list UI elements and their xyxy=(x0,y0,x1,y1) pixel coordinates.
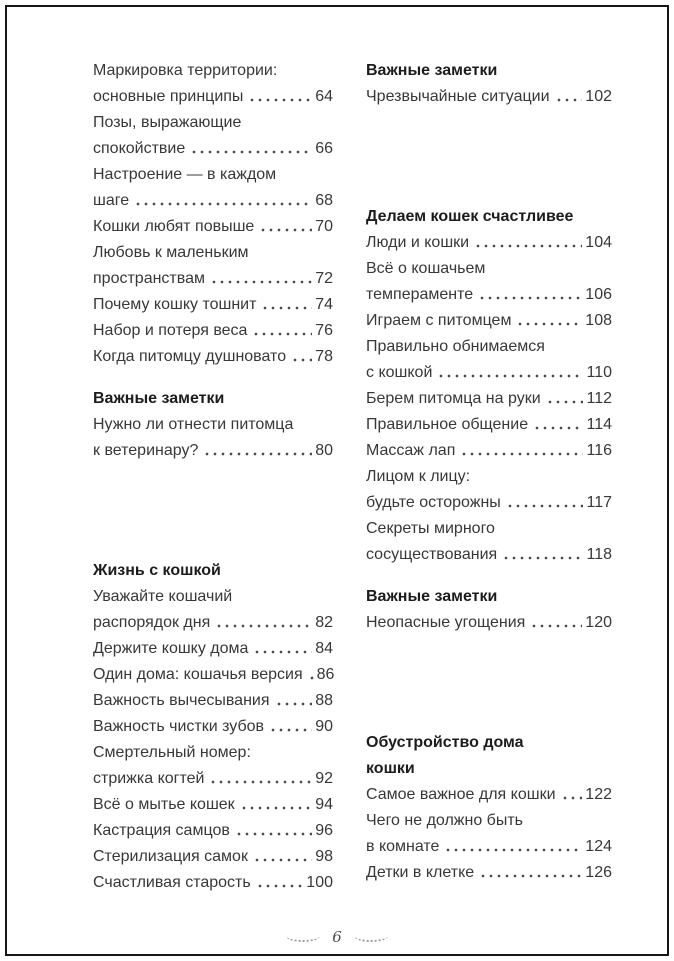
dot-leader xyxy=(444,834,582,860)
entry-line: Маркировка территории: xyxy=(93,62,278,79)
dot-leader xyxy=(561,782,583,808)
entry-line-with-page xyxy=(366,490,612,516)
entry-page-number: 102 xyxy=(585,88,612,105)
toc-section xyxy=(366,204,612,568)
dot-leader xyxy=(478,282,582,308)
dot-leader xyxy=(256,870,304,896)
entry-line: Смертельный номер: xyxy=(93,744,251,761)
entry-page-number: 117 xyxy=(586,494,612,511)
section-heading: Делаем кошек счастливее xyxy=(366,208,574,225)
dot-leader xyxy=(209,766,312,792)
entry-page-number: 90 xyxy=(315,718,333,735)
entry-line: Правильно обнимаемся xyxy=(366,338,545,355)
entry-page-number: 88 xyxy=(315,692,333,709)
entry-page-number: 78 xyxy=(315,348,333,365)
dot-leader xyxy=(516,308,582,334)
entry-line-with-page xyxy=(93,344,333,370)
dot-leader xyxy=(546,386,584,412)
section-heading: Обустройство дома xyxy=(366,734,524,751)
dot-leader xyxy=(210,266,312,292)
dot-leader xyxy=(308,662,314,688)
entry-title: Чрезвычайные ситуации xyxy=(366,88,550,105)
entry-title: шаге xyxy=(93,192,130,209)
entry-line: Секреты мирного xyxy=(366,520,495,537)
toc-entry xyxy=(366,334,612,386)
entry-page-number: 64 xyxy=(315,88,333,105)
dot-leader xyxy=(291,344,312,370)
entry-line-with-page xyxy=(366,542,612,568)
entry-line-with-page xyxy=(366,438,612,464)
dot-leader xyxy=(259,214,312,240)
toc-entry xyxy=(366,386,612,412)
toc-entry xyxy=(93,214,333,240)
toc-entry xyxy=(93,110,333,162)
entry-line-with-page xyxy=(93,292,333,318)
toc-entry xyxy=(366,464,612,516)
toc-entry xyxy=(93,636,333,662)
toc-entry xyxy=(366,438,612,464)
entry-title: Кошки любят повыше xyxy=(93,218,255,235)
entry-line-with-page xyxy=(93,766,333,792)
toc-entry xyxy=(366,860,612,886)
entry-page-number: 84 xyxy=(315,640,333,657)
entry-line: Нужно ли отнести питомца xyxy=(93,416,294,433)
toc-entry xyxy=(93,58,333,110)
dot-leader xyxy=(502,542,583,568)
entry-line-with-page xyxy=(93,188,333,214)
toc-entry xyxy=(366,782,612,808)
entry-page-number: 96 xyxy=(315,822,333,839)
dot-leader xyxy=(437,360,583,386)
entry-title: Правильное общение xyxy=(366,416,529,433)
entry-line-with-page xyxy=(93,636,333,662)
entry-line-with-page xyxy=(366,84,612,110)
entry-title: Самое важное для кошки xyxy=(366,786,556,803)
toc-entry xyxy=(366,84,612,110)
entry-line-with-page xyxy=(93,662,333,688)
dot-leader xyxy=(474,230,582,256)
entry-title: Детки в клетке xyxy=(366,864,475,881)
entry-line-with-page xyxy=(93,792,333,818)
entry-page-number: 108 xyxy=(585,312,612,329)
entry-title: спокойствие xyxy=(93,140,186,157)
toc-column-right xyxy=(366,58,612,886)
entry-title: Держите кошку дома xyxy=(93,640,249,657)
dot-leader xyxy=(134,188,312,214)
entry-page-number: 82 xyxy=(315,614,333,631)
entry-page-number: 76 xyxy=(315,322,333,339)
entry-line-with-page xyxy=(366,860,612,886)
entry-page-number: 112 xyxy=(586,390,612,407)
dot-leader xyxy=(460,438,583,464)
entry-page-number: 104 xyxy=(585,234,612,251)
toc-entry xyxy=(93,584,333,636)
entry-page-number: 124 xyxy=(585,838,612,855)
entry-line: Любовь к маленьким xyxy=(93,244,249,261)
dot-leader xyxy=(506,490,584,516)
entry-page-number: 86 xyxy=(316,666,335,683)
entry-title: Счастливая старость xyxy=(93,874,251,891)
section-heading: Жизнь с кошкой xyxy=(93,562,221,579)
entry-title: к ветеринару? xyxy=(93,442,199,459)
dot-leader xyxy=(235,818,312,844)
toc-section xyxy=(366,58,612,110)
entry-title: в комнате xyxy=(366,838,440,855)
toc-entry xyxy=(93,162,333,214)
toc-entry xyxy=(93,662,333,688)
entry-line-with-page xyxy=(93,84,333,110)
entry-title: Всё о мытье кошек xyxy=(93,796,235,813)
entry-line-with-page xyxy=(366,610,612,636)
dot-leader xyxy=(275,688,313,714)
entry-title: пространствам xyxy=(93,270,205,287)
entry-page-number: 92 xyxy=(315,770,333,787)
entry-line-with-page xyxy=(366,360,612,386)
toc-entry xyxy=(93,688,333,714)
toc-entry xyxy=(93,412,333,464)
dot-leader xyxy=(533,412,583,438)
entry-page-number: 80 xyxy=(315,442,333,459)
dot-leader xyxy=(261,292,312,318)
entry-title: Кастрация самцов xyxy=(93,822,230,839)
entry-title: с кошкой xyxy=(366,364,433,381)
section-heading: Важные заметки xyxy=(93,390,225,407)
toc-section xyxy=(93,386,333,464)
book-page-content xyxy=(93,58,644,901)
entry-line: Уважайте кошачий xyxy=(93,588,233,605)
entry-page-number: 100 xyxy=(306,874,333,891)
entry-page-number: 98 xyxy=(315,848,333,865)
toc-entry xyxy=(366,516,612,568)
entry-line-with-page xyxy=(366,412,612,438)
entry-line-with-page xyxy=(93,870,333,896)
dot-leader xyxy=(253,636,312,662)
entry-title: Набор и потеря веса xyxy=(93,322,248,339)
entry-title: Один дома: кошачья версия xyxy=(93,666,303,683)
dot-leader xyxy=(203,438,312,464)
entry-page-number: 94 xyxy=(315,796,333,813)
entry-line-with-page xyxy=(93,136,333,162)
entry-line-with-page xyxy=(366,308,612,334)
toc-entry xyxy=(366,610,612,636)
page-number: 6 xyxy=(332,928,342,946)
entry-page-number: 106 xyxy=(585,286,612,303)
entry-page-number: 120 xyxy=(585,614,612,631)
entry-line-with-page xyxy=(93,844,333,870)
entry-title: Массаж лап xyxy=(366,442,456,459)
entry-title: Важность вычесывания xyxy=(93,692,270,709)
entry-page-number: 114 xyxy=(586,416,612,433)
entry-page-number: 126 xyxy=(585,864,612,881)
entry-line: Всё о кошачьем xyxy=(366,260,486,277)
toc-entry xyxy=(93,714,333,740)
entry-title: распорядок дня xyxy=(93,614,211,631)
entry-title: сосуществования xyxy=(366,546,498,563)
table-of-contents xyxy=(93,58,644,896)
toc-entry xyxy=(93,818,333,844)
page-footer xyxy=(0,930,674,947)
entry-line-with-page xyxy=(93,688,333,714)
section-heading: кошки xyxy=(366,760,415,777)
entry-line-with-page xyxy=(366,782,612,808)
toc-section xyxy=(93,58,333,370)
dot-leader xyxy=(240,792,313,818)
toc-entry xyxy=(93,292,333,318)
entry-line-with-page xyxy=(93,266,333,292)
toc-entry xyxy=(93,792,333,818)
entry-title: Когда питомцу душновато xyxy=(93,348,287,365)
dot-leader xyxy=(190,136,312,162)
entry-page-number: 110 xyxy=(586,364,612,381)
entry-title: Люди и кошки xyxy=(366,234,470,251)
entry-line: Чего не должно быть xyxy=(366,812,523,829)
entry-line: Лицом к лицу: xyxy=(366,468,471,485)
entry-title: Почему кошку тошнит xyxy=(93,296,257,313)
entry-title: будьте осторожны xyxy=(366,494,501,511)
entry-line-with-page xyxy=(93,318,333,344)
entry-page-number: 118 xyxy=(586,546,612,563)
toc-entry xyxy=(93,870,333,896)
dot-leader xyxy=(253,844,312,870)
toc-section xyxy=(366,584,612,636)
footer-ornament-left-arc xyxy=(286,930,320,942)
entry-line-with-page xyxy=(366,230,612,256)
entry-page-number: 122 xyxy=(585,786,612,803)
dot-leader xyxy=(555,84,583,110)
entry-title: основные принципы xyxy=(93,88,244,105)
entry-title: Стерилизация самок xyxy=(93,848,248,865)
toc-entry xyxy=(366,308,612,334)
toc-column-left xyxy=(93,58,333,896)
dot-leader xyxy=(269,714,312,740)
dot-leader xyxy=(215,610,312,636)
entry-page-number: 116 xyxy=(586,442,612,459)
toc-entry xyxy=(93,740,333,792)
entry-title: Берем питомца на руки xyxy=(366,390,541,407)
entry-line-with-page xyxy=(93,214,333,240)
entry-title: стрижка когтей xyxy=(93,770,205,787)
entry-page-number: 70 xyxy=(315,218,333,235)
toc-entry xyxy=(93,240,333,292)
entry-line-with-page xyxy=(93,714,333,740)
toc-entry xyxy=(366,412,612,438)
entry-page-number: 68 xyxy=(315,192,333,209)
entry-line: Позы, выражающие xyxy=(93,114,242,131)
dot-leader xyxy=(248,84,312,110)
section-heading: Важные заметки xyxy=(366,62,498,79)
entry-title: Неопасные угощения xyxy=(366,614,526,631)
toc-entry xyxy=(93,844,333,870)
toc-entry xyxy=(366,808,612,860)
toc-entry xyxy=(93,344,333,370)
entry-line-with-page xyxy=(366,282,612,308)
entry-line-with-page xyxy=(366,386,612,412)
entry-title: Играем с питомцем xyxy=(366,312,512,329)
entry-page-number: 66 xyxy=(315,140,333,157)
section-heading: Важные заметки xyxy=(366,588,498,605)
dot-leader xyxy=(252,318,312,344)
entry-line: Настроение — в каждом xyxy=(93,166,277,183)
entry-line-with-page xyxy=(93,610,333,636)
entry-page-number: 72 xyxy=(315,270,333,287)
toc-section xyxy=(93,558,333,896)
toc-entry xyxy=(366,256,612,308)
entry-line-with-page xyxy=(93,818,333,844)
entry-page-number: 74 xyxy=(315,296,333,313)
entry-title: Важность чистки зубов xyxy=(93,718,264,735)
toc-section xyxy=(366,730,612,886)
entry-title: темпераменте xyxy=(366,286,474,303)
dot-leader xyxy=(479,860,582,886)
dot-leader xyxy=(530,610,582,636)
toc-entry xyxy=(93,318,333,344)
footer-ornament-right-arc xyxy=(354,930,388,942)
entry-line-with-page xyxy=(366,834,612,860)
toc-entry xyxy=(366,230,612,256)
entry-line-with-page xyxy=(93,438,333,464)
